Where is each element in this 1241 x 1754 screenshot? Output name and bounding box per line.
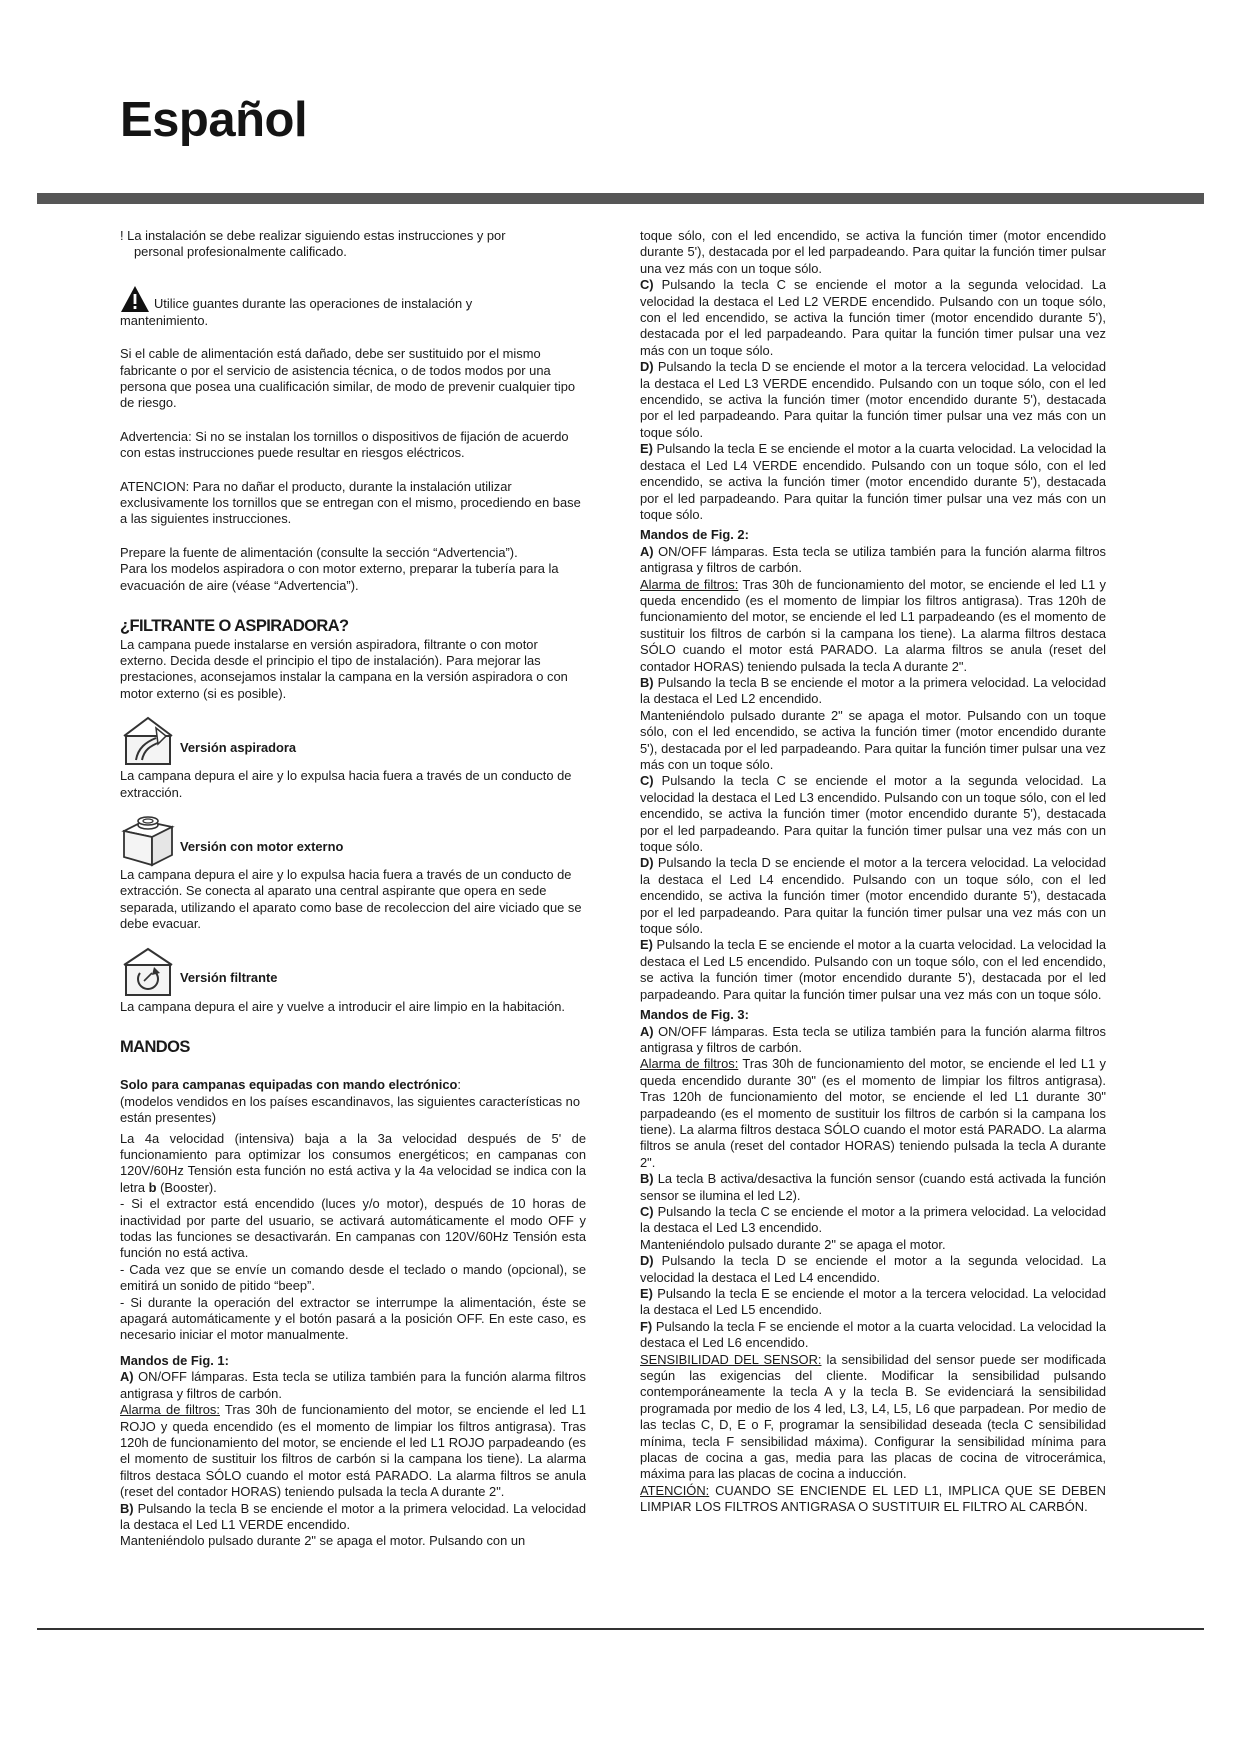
advertencia-paragraph: Advertencia: Si no se instalan los tornillos o dispositivos de fijación de acuerdo con estas instrucciones puede resultar en riesgos eléctricos. [120, 428, 569, 461]
fig3-e-text: Pulsando la tecla E se enciende el motor a la tercera velocidad. La velocidad la destaca el Led L5 encendido. [640, 1286, 1107, 1318]
cuarta-velocidad-paragraph [120, 1131, 586, 1197]
fig2-b-key: B) [640, 674, 654, 690]
warning-triangle-icon [120, 285, 150, 313]
fig1-d-key: D) [640, 359, 654, 375]
fig3-f-key: F) [640, 1318, 653, 1334]
variant-filtrante-label: Versión filtrante [180, 970, 278, 986]
fig2-e-key: E) [640, 937, 653, 953]
fig2-b-text: Pulsando la tecla B se enciende el motor a la primera velocidad. La velocidad la destaca el Led L2 encendido. [640, 674, 1106, 707]
fig1-alarm-label: Alarma de filtros: [120, 1402, 220, 1418]
fig2-hold: Manteniéndolo pulsado durante 2" se apaga el motor. Pulsando con un toque sólo, con el led encendido, se activa la función timer (motor encendido durante 5'), destacada por el led parpadeando. Para quitar la función timer pulsar una vez más con un toque sólo. [640, 707, 1106, 772]
fig2-d [640, 855, 1106, 937]
fig3-d-text: Pulsando la tecla D se enciende el motor a la segunda velocidad. La velocidad la destaca el Led L4 encendido. [640, 1253, 1106, 1285]
atencion-led-paragraph [640, 1483, 1106, 1516]
heading-filtrante-aspiradora: ¿FILTRANTE O ASPIRADORA? [120, 617, 349, 636]
filtrante-paragraph: La campana puede instalarse en versión aspiradora, filtrante o con motor externo. Decida desde el principio el tipo de instalación). Para mejorar las prestaciones, aconsejamos instalar la campana en la versión aspiradora o con motor externo (si es posible). [120, 636, 568, 701]
fig3-b [640, 1171, 1106, 1204]
fig1-alarm-text: Tras 30h de funcionamiento del motor, se enciende el led L1 ROJO y queda encendido (es el momento de limpiar los filtros antigrasa). Tras 120h de funcionamiento del motor, se enciende el led L1 ROJO parpadeando (es el momento de sustituir los filtros de carbón si la campana los tiene). La alarma filtros destaca SÓLO cuando el motor está PARADO. La alarma filtros se anula (reset del contador HORAS) teniendo pulsada la tecla A durante 2". [120, 1402, 586, 1500]
fig2-alarm-label: Alarma de filtros: [640, 576, 739, 592]
recirculation-hood-icon [120, 945, 176, 999]
fig2-a-key: A) [640, 543, 654, 559]
fig1-e-key: E) [640, 441, 653, 457]
fig3-hold: Manteniéndolo pulsado durante 2" se apaga el motor. [640, 1236, 946, 1252]
external-motor-icon [120, 813, 176, 867]
solo-campanas-bold: Solo para campanas equipadas con mando electrónico [120, 1077, 458, 1093]
fig2-alarm-text: Tras 30h de funcionamiento del motor, se enciende el led L1 y queda encendido (es el momento de limpiar los filtros antigrasa). Tras 120h de funcionamiento del motor, se enciende el led L1 parpadeando (es el momento de sustituir los filtros de carbón si la campana los tiene). La alarma filtros destaca SÓLO cuando el motor está PARADO. La alarma filtros se anula (reset del contador HORAS) teniendo pulsada la tecla A durante 2". [640, 576, 1106, 674]
fig3-e [640, 1286, 1106, 1319]
gloves-warning-text-1: Utilice guantes durante las operaciones de instalación y [154, 296, 473, 312]
cable-paragraph: Si el cable de alimentación está dañado, debe ser sustituido por el mismo fabricante o por el servicio de asistencia técnica, o de todos modos por una persona que posea una cualificación similar, de modo de prevenir cualquier tipo de riesgo. [120, 346, 576, 411]
fig3-f-text: Pulsando la tecla F se enciende el motor a la cuarta velocidad. La velocidad la destaca el Led L6 encendido. [640, 1318, 1106, 1351]
cuarta-velocidad-end: (Booster). [160, 1179, 217, 1195]
gloves-warning [120, 285, 586, 313]
variant-aspiradora-text: La campana depura el aire y lo expulsa hacia fuera a través de un conducto de extracción. [120, 768, 572, 800]
gloves-warning-text-2: mantenimiento. [120, 312, 209, 328]
fig3-d-key: D) [640, 1253, 654, 1269]
fig2-e [640, 937, 1106, 1003]
variant-filtrante-text: La campana depura el aire y vuelve a introducir el aire limpio en la habitación. [120, 998, 565, 1014]
fig3-c-text: Pulsando la tecla C se enciende el motor a la primera velocidad. La velocidad la destaca el Led L3 encendido. [640, 1203, 1106, 1236]
solo-campanas-rest: (modelos vendidos en los países escandinavos, las siguientes características no están presentes) [120, 1093, 581, 1126]
fig3-b-key: B) [640, 1171, 654, 1187]
fig1-a [120, 1369, 586, 1402]
fig3-f [640, 1319, 1106, 1352]
fig3-c-key: C) [640, 1203, 654, 1219]
fig2-heading: Mandos de Fig. 2: [640, 527, 749, 543]
intro-line-1: ! La instalación se debe realizar siguiendo estas instrucciones y por [120, 228, 506, 243]
exhaust-hood-icon [120, 714, 176, 768]
fig3-a-text: ON/OFF lámparas. Esta tecla se utiliza también para la función alarma filtros antigrasa y filtros de carbón. [640, 1023, 1106, 1055]
variant-aspiradora-label: Versión aspiradora [180, 739, 297, 755]
fig3-c [640, 1204, 1106, 1237]
fig2-d-key: D) [640, 855, 654, 871]
fig3-d [640, 1253, 1106, 1286]
solo-campanas-colon: : [457, 1077, 461, 1093]
prepare-paragraph-2: Para los modelos aspiradora o con motor externo, preparar la tubería para la evacuación de aire (véase “Advertencia”). [120, 561, 559, 593]
fig2-e-text: Pulsando la tecla E se enciende el motor a la cuarta velocidad. La velocidad la destaca el Led L5 encendido. Pulsando con un toque sólo, con el led encendido, se activa la función timer (motor encendido durante 5'), destacada por el led parpadeando. Para quitar la función timer pulsar una vez más con un toque sólo. [640, 937, 1106, 1002]
variant-motor-externo-text: La campana depura el aire y lo expulsa hacia fuera a través de un conducto de extracción. Se conecta al aparato una central aspirante que opera en sede separada, utilizando el aparato como base de recoleccion del aire viciado que se debe evacuar. [120, 866, 582, 932]
fig1-hold: Manteniéndolo pulsado durante 2" se apaga el motor. Pulsando con un [120, 1533, 526, 1549]
fig3-a-key: A) [640, 1023, 654, 1039]
variant-motor-externo [120, 813, 586, 867]
fig2-b [640, 675, 1106, 708]
fig1-e-text: Pulsando la tecla E se enciende el motor a la cuarta velocidad. La velocidad la destaca el Led L4 VERDE encendido. Pulsando con un toque sólo, con el led encendido, se activa la función timer (motor encendido durante 5'), destacada por el led parpadeando. Para quitar la función timer pulsar una vez más con un toque sólo. [640, 441, 1106, 522]
atencion-led-label: ATENCIÓN: [640, 1482, 710, 1498]
fig1-c [640, 277, 1106, 359]
solo-campanas-line [120, 1077, 586, 1093]
fig2-c-key: C) [640, 773, 654, 789]
fig1-d-text: Pulsando la tecla D se enciende el motor a la tercera velocidad. La velocidad la destaca el Led L3 VERDE encendido. Pulsando con un toque sólo, con el led encendido, se activa la función timer (motor encendido durante 5'), destacada por el led parpadeando. Para quitar la función timer pulsar una vez más con un toque sólo. [640, 359, 1106, 440]
sensibilidad-label: SENSIBILIDAD DEL SENSOR: [640, 1351, 822, 1367]
atencion-paragraph: ATENCION: Para no dañar el producto, durante la instalación utilizar exclusivamente los tornillos que se entregan con el mismo, procediendo en base a las siguientes instrucciones. [120, 478, 581, 527]
fig3-b-text: La tecla B activa/desactiva la función sensor (cuando está activada la función sensor se ilumina el led L2). [640, 1171, 1106, 1203]
sensibilidad-text: la sensibilidad del sensor puede ser modificada según las exigencias del cliente. Modificar la sensibilidad pulsando contemporáneamente la tecla A y la tecla B. Se evidenciará la sensibilidad programada por medio de los 4 led, L3, L4, L5, L6 que parpadean. Por medio de las teclas C, D, E o F, programar la sensibilidad deseada (tecla C sensibilidad mínima, tecla F sensibilidad máxima). Configurar la sensibilidad mínima para placas de cocina a gas, media para las placas de cocina de vitrocerámica, máxima para las placas de cocina a inducción. [640, 1351, 1106, 1482]
fig2-a-text: ON/OFF lámparas. Esta tecla se utiliza también para la función alarma filtros antigrasa y filtros de carbón. [640, 543, 1106, 576]
fig1-b-text: Pulsando la tecla B se enciende el motor a la primera velocidad. La velocidad la destaca el Led L1 VERDE encendido. [120, 1500, 586, 1532]
fig1-b-key: B) [120, 1500, 134, 1516]
fig3-alarm [640, 1056, 1106, 1171]
inactividad-paragraph: - Si el extractor está encendido (luces y/o motor), después de 10 horas de inactividad por parte del usuario, se activará automáticamente el modo OFF y todas las funciones se desactivarán. En campanas con 120V/60Hz Tensión esta función no está activa. [120, 1196, 586, 1261]
variant-filtrante [120, 945, 586, 999]
intro-line-2: personal profesionalmente calificado. [134, 244, 347, 260]
prepare-paragraph-1: Prepare la fuente de alimentación (consulte la sección “Advertencia”). [120, 544, 518, 560]
fig1-a-key: A) [120, 1369, 134, 1385]
atencion-led-text: CUANDO SE ENCIENDE EL LED L1, IMPLICA QUE SE DEBEN LIMPIAR LOS FILTROS ANTIGRASA O SUSTITUIR EL FILTRO AL CARBÓN. [640, 1482, 1106, 1515]
footer-rule [37, 1628, 1204, 1630]
cuarta-velocidad-letter: b [148, 1179, 157, 1195]
fig3-alarm-text: Tras 30h de funcionamiento del motor, se enciende el led L1 y queda encendido durante 30" (es el momento de limpiar los filtros antigrasa). Tras 120h de funcionamiento del motor, se enciende el led L1 durante 30" parpadeando (es el momento de sustituir los filtros de carbón si la campana los tiene). La alarma filtros destaca SÓLO cuando el motor está PARADO. La alarma filtros se anula (reset del contador HORAS) teniendo pulsada la tecla A durante 2". [640, 1056, 1106, 1170]
fig2-c-text: Pulsando la tecla C se enciende el motor a la segunda velocidad. La velocidad la destaca el Led L3 encendido. Pulsando con un toque sólo, con el led encendido, se activa la función timer (motor encendido durante 5'), destacada por el led parpadeando. Para quitar la función timer pulsar una vez más con un toque sólo. [640, 773, 1106, 855]
fig1-c-text: Pulsando la tecla C se enciende el motor a la segunda velocidad. La velocidad la destaca el Led L2 VERDE encendido. Pulsando con un toque sólo, con el led encendido, se activa la función timer (motor encendido durante 5'), destacada por el led parpadeando. Para quitar la función timer pulsar una vez más con un toque sólo. [640, 277, 1106, 358]
fig1-a-text: ON/OFF lámparas. Esta tecla se utiliza también para la función alarma filtros antigrasa y filtros de carbón. [120, 1369, 586, 1401]
sensibilidad-paragraph [640, 1352, 1106, 1483]
fig3-alarm-label: Alarma de filtros: [640, 1056, 739, 1072]
corte-paragraph: - Si durante la operación del extractor se interrumpe la alimentación, éste se apagará automáticamente y el botón pasará a la posición OFF. En este caso, es necesario iniciar el motor manualmente. [120, 1294, 586, 1343]
left-column [120, 228, 586, 1550]
cuarta-velocidad-text: La 4a velocidad (intensiva) baja a la 3a velocidad después de 5' de funcionamiento para optimizar los consumos energéticos; en campanas con 120V/60Hz Tensión esta función no está activa y la 4a velocidad se indica con la letra [120, 1130, 586, 1195]
fig1-d [640, 359, 1106, 441]
page-title: Español [120, 93, 308, 147]
right-column [640, 228, 1106, 1516]
fig1-alarm [120, 1402, 586, 1500]
fig2-alarm [640, 577, 1106, 675]
header-rule [37, 193, 1204, 204]
fig3-a [640, 1024, 1106, 1057]
fig2-d-text: Pulsando la tecla D se enciende el motor a la tercera velocidad. La velocidad la destaca el Led L4 encendido. Pulsando con un toque sólo, con el led encendido, se activa la función timer (motor encendido durante 5'), destacada por el led parpadeando. Para quitar la función timer pulsar una vez más con un toque sólo. [640, 855, 1106, 937]
fig2-c [640, 773, 1106, 855]
fig3-heading: Mandos de Fig. 3: [640, 1007, 749, 1023]
beep-paragraph: - Cada vez que se envíe un comando desde el teclado o mando (opcional), se emitirá un sonido de pitido “beep”. [120, 1261, 586, 1294]
fig2-a [640, 544, 1106, 577]
fig1-b [120, 1501, 586, 1534]
fig1-b-continued: toque sólo, con el led encendido, se activa la función timer (motor encendido durante 5'), destacada por el led parpadeando. Para quitar la función timer pulsar una vez más con un toque sólo. [640, 228, 1106, 276]
variant-aspiradora [120, 714, 586, 768]
fig1-e [640, 441, 1106, 523]
fig3-e-key: E) [640, 1286, 653, 1301]
fig1-heading: Mandos de Fig. 1: [120, 1352, 229, 1368]
fig1-c-key: C) [640, 277, 654, 293]
heading-mandos: MANDOS [120, 1037, 190, 1056]
variant-motor-externo-label: Versión con motor externo [180, 838, 344, 854]
